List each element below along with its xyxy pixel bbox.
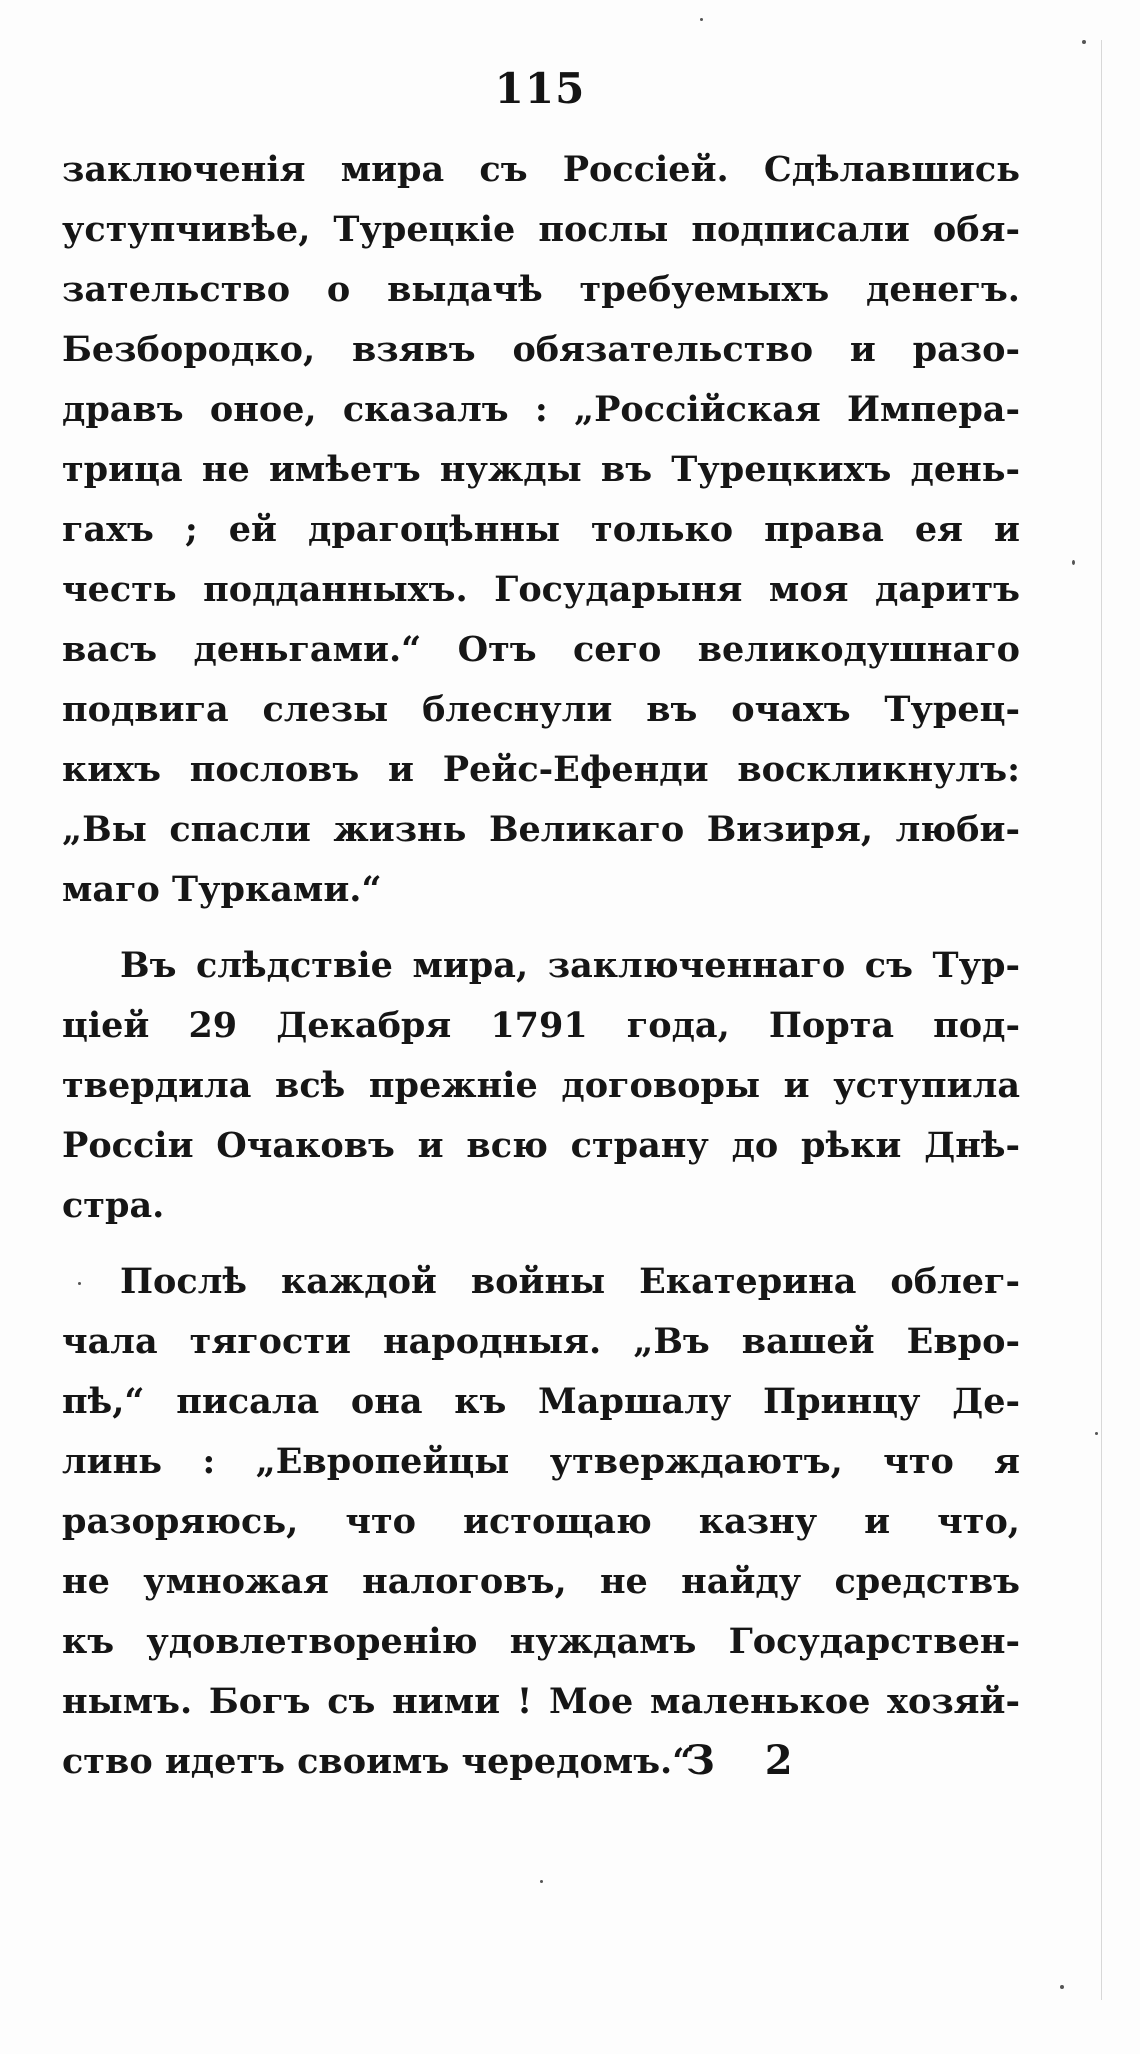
text-line: уступчивѣе, Турецкіе послы подписали обя- (62, 209, 1020, 250)
scan-speck (1082, 40, 1086, 44)
text-line: васъ деньгами.“ Отъ сего великодушнаго (62, 629, 1020, 670)
paragraph-1 (62, 140, 1020, 920)
text-line: Послѣ каждой войны Екатерина облег- (120, 1261, 1020, 1302)
text-line: нымъ. Богъ съ ними ! Мое маленькое хозяй- (62, 1681, 1020, 1722)
text-line: разоряюсь, что истощаю казну и что, (62, 1501, 1020, 1542)
text-line: пѣ,“ писала она къ Маршалу Принцу Де- (62, 1381, 1020, 1422)
page-number: 115 (494, 64, 586, 113)
text-line: къ удовлетворенію нуждамъ Государствен- (62, 1621, 1020, 1662)
printer-signature-mark: З 2 (686, 1737, 811, 1784)
text-line: чала тягости народныя. „Въ вашей Евро- (62, 1321, 1020, 1362)
text-line: ціей 29 Декабря 1791 года, Порта под- (62, 1005, 1020, 1046)
text-line: Россіи Очаковъ и всю страну до рѣки Днѣ- (62, 1125, 1020, 1166)
scan-speck (540, 1880, 543, 1883)
text-line: стра. (62, 1185, 165, 1226)
text-line: честь подданныхъ. Государыня моя даритъ (62, 569, 1020, 610)
text-line: ство идетъ своимъ чередомъ.“ (62, 1741, 693, 1782)
text-line: заключенія мира съ Россіей. Сдѣлавшись (62, 149, 1020, 190)
text-line: Въ слѣдствіе мира, заключеннаго съ Тур- (120, 945, 1020, 986)
text-line: дравъ оное, сказалъ : „Россійская Импера- (62, 389, 1020, 430)
text-line: зательство о выдачѣ требуемыхъ денегъ. (62, 269, 1020, 310)
text-line: линь : „Европейцы утверждаютъ, что я (62, 1441, 1020, 1482)
page-edge (1101, 40, 1102, 2000)
scan-speck (700, 18, 703, 21)
scan-speck (1072, 560, 1075, 565)
text-line: Безбородко, взявъ обязательство и разо- (62, 329, 1020, 370)
paragraph-2 (62, 936, 1020, 1236)
text-line: подвига слезы блеснули въ очахъ Турец- (62, 689, 1020, 730)
scan-speck (78, 1282, 81, 1285)
scan-speck (1060, 1985, 1064, 1989)
body-text (62, 140, 1020, 1792)
text-line: трица не имѣетъ нужды въ Турецкихъ день- (62, 449, 1020, 490)
text-line: „Вы спасли жизнь Великаго Визиря, люби- (62, 809, 1020, 850)
scan-speck (1095, 1432, 1098, 1435)
text-line: кихъ пословъ и Рейс-Ефенди воскликнулъ: (62, 749, 1020, 790)
text-line: гахъ ; ей драгоцѣнны только права ея и (62, 509, 1020, 550)
text-line: не умножая налоговъ, не найду средствъ (62, 1561, 1020, 1602)
paragraph-3 (62, 1252, 1020, 1792)
text-line: твердила всѣ прежніе договоры и уступила (62, 1065, 1020, 1106)
text-line: маго Турками.“ (62, 869, 382, 910)
